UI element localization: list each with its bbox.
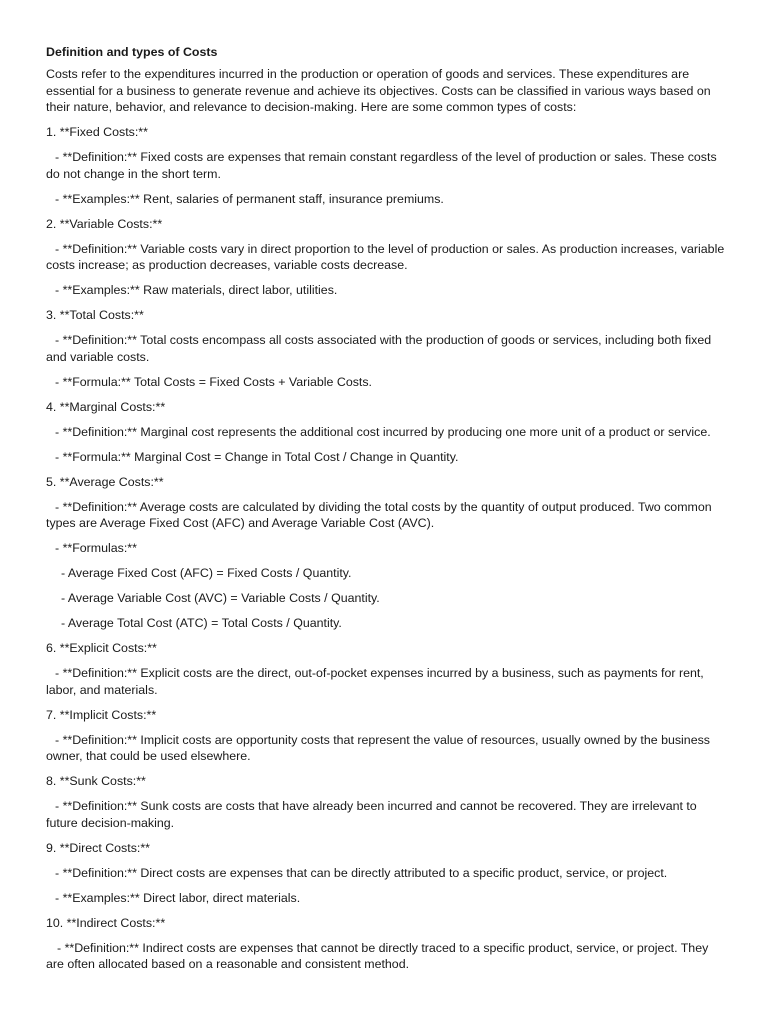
item-heading: 10. **Indirect Costs:** (46, 915, 166, 930)
item-definition: - **Definition:** Fixed costs are expenses that remain constant regardless of the level of production or sales. These costs do not change in the short term. (46, 150, 717, 181)
formula-atc: - Average Total Cost (ATC) = Total Costs / Quantity. (61, 616, 342, 630)
item-examples: - **Examples:** Direct labor, direct materials. (55, 890, 301, 905)
item-heading: 9. **Direct Costs:** (46, 840, 150, 855)
item-heading: 1. **Fixed Costs:** (46, 125, 148, 139)
formula-afc: - Average Fixed Cost (AFC) = Fixed Costs / Quantity. (61, 566, 352, 580)
formula-avc: - Average Variable Cost (AVC) = Variable Costs / Quantity. (61, 591, 380, 605)
item-examples: - **Examples:** Raw materials, direct labor, utilities. (55, 283, 338, 297)
item-definition: - **Definition:** Indirect costs are expenses that cannot be directly traced to a specific product, service, or project. They are often allocated based on a reasonable and consistent method. (46, 940, 709, 971)
item-definition: - **Definition:** Sunk costs are costs that have already been incurred and cannot be recovered. They are irrelevant to future decision-making. (46, 799, 697, 830)
item-heading: 8. **Sunk Costs:** (46, 774, 146, 788)
item-definition: - **Definition:** Implicit costs are opportunity costs that represent the value of resources, usually owned by the business owner, that could be used elsewhere. (46, 732, 710, 763)
item-formula: - **Formula:** Total Costs = Fixed Costs + Variable Costs. (55, 374, 372, 389)
item-heading: 2. **Variable Costs:** (46, 216, 163, 231)
intro-paragraph: Costs refer to the expenditures incurred in the production or operation of goods and services. These expenditures are essential for a business to generate revenue and achieve its objectives. Costs can be classified in various ways based on their nature, behavior, and relevance to decision-making. Here are some common types of costs: (46, 67, 711, 114)
document-page (46, 44, 726, 981)
item-definition: - **Definition:** Average costs are calculated by dividing the total costs by the quantity of output produced. Two common types are Average Fixed Cost (AFC) and Average Variable Cost (AVC). (46, 499, 712, 530)
item-heading: 3. **Total Costs:** (46, 308, 144, 322)
item-heading: 4. **Marginal Costs:** (46, 399, 166, 414)
item-heading: 7. **Implicit Costs:** (46, 707, 157, 722)
item-definition: - **Definition:** Variable costs vary in direct proportion to the level of production or sales. As production increases, variable costs increase; as production decreases, variable costs decrease. (46, 241, 725, 272)
item-definition: - **Definition:** Explicit costs are the direct, out-of-pocket expenses incurred by a business, such as payments for rent, labor, and materials. (46, 666, 704, 697)
document-title: Definition and types of Costs (46, 45, 218, 59)
item-heading: 6. **Explicit Costs:** (46, 641, 157, 655)
item-definition: - **Definition:** Total costs encompass all costs associated with the production of goods or services, including both fixed and variable costs. (46, 333, 712, 364)
item-definition: - **Definition:** Direct costs are expenses that can be directly attributed to a specific product, service, or project. (55, 865, 668, 880)
item-examples: - **Examples:** Rent, salaries of permanent staff, insurance premiums. (55, 191, 444, 206)
item-formulas-label: - **Formulas:** (55, 541, 137, 555)
item-heading: 5. **Average Costs:** (46, 474, 164, 489)
item-formula: - **Formula:** Marginal Cost = Change in Total Cost / Change in Quantity. (55, 449, 459, 464)
item-definition: - **Definition:** Marginal cost represents the additional cost incurred by producing one more unit of a product or service. (55, 424, 711, 439)
